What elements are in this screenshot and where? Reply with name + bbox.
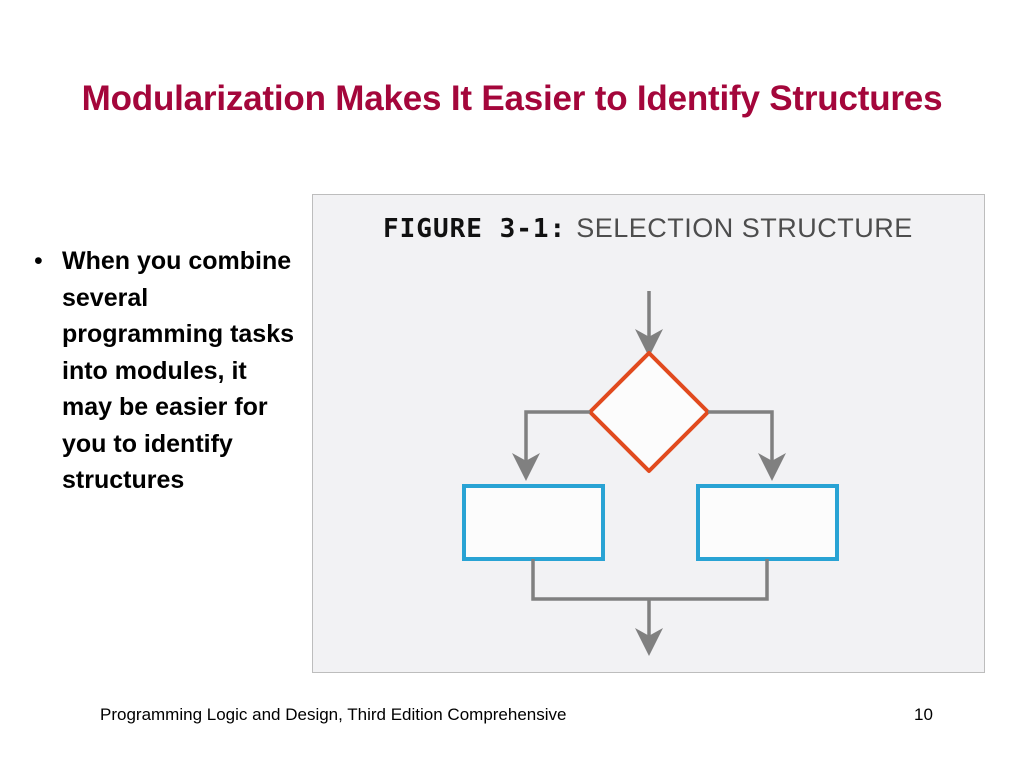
connector-left-branch — [526, 412, 590, 467]
bullet-text: When you combine several programming tasks into modules, it may be easier for you to identify structures — [62, 247, 295, 494]
connector-right-merge — [649, 559, 767, 599]
process-box-right — [698, 486, 837, 559]
figure-title: SELECTION STRUCTURE — [576, 213, 913, 243]
page-title: Modularization Makes It Easier to Identify Structures — [81, 79, 943, 118]
body-text-block — [30, 243, 305, 499]
list-item — [30, 243, 305, 499]
process-box-left — [464, 486, 603, 559]
connector-left-merge — [533, 559, 649, 599]
footer-page-number: 10 — [914, 705, 933, 724]
connector-right-branch — [708, 412, 772, 467]
flowchart-diagram — [313, 195, 986, 674]
footer-source: Programming Logic and Design, Third Edition Comprehensive — [100, 705, 567, 724]
figure-label: FIGURE 3-1: — [383, 214, 567, 244]
figure-panel — [312, 194, 985, 673]
bullet-marker: • — [34, 247, 43, 275]
decision-diamond — [590, 353, 708, 471]
